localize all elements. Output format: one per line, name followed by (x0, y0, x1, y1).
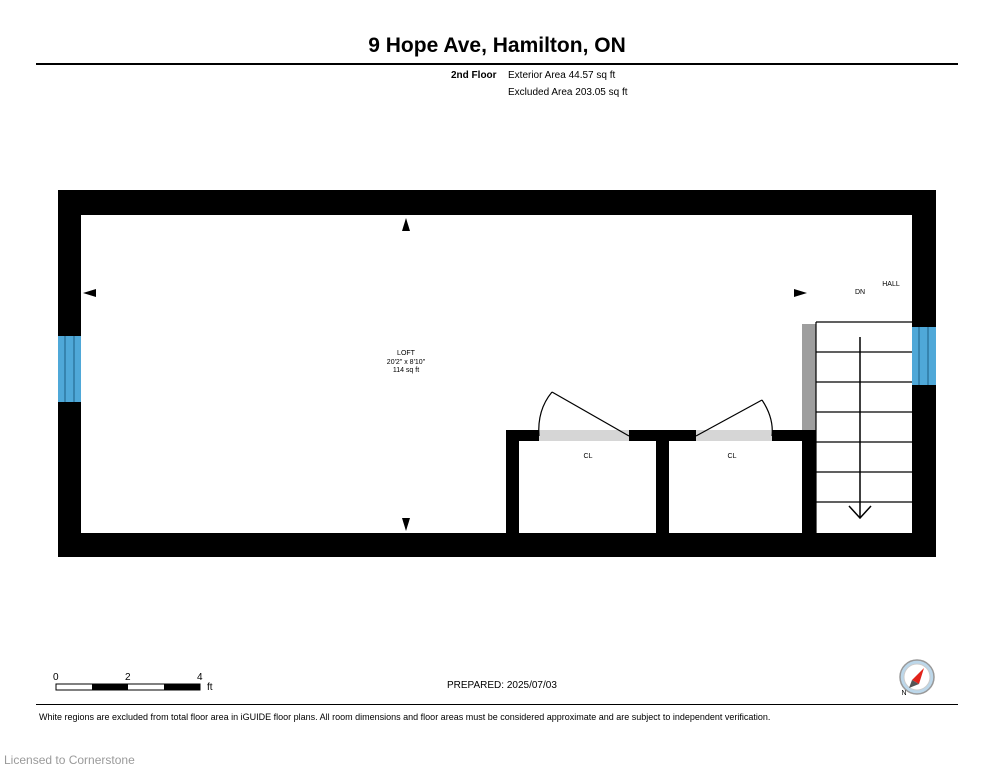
wall-top (58, 190, 936, 215)
closet-wall-left (506, 430, 519, 533)
scale-label-0: 0 (53, 672, 59, 683)
closet-1-label: CL (583, 453, 593, 460)
floor-label: 2nd Floor (451, 70, 497, 81)
page-title: 9 Hope Ave, Hamilton, ON (368, 34, 626, 57)
disclaimer-note: White regions are excluded from total floor area in iGUIDE floor plans. All room dimensions and floor areas must be considered approximate and are subject to independent verification. (39, 712, 771, 722)
prepared-date: PREPARED: 2025/07/03 (447, 680, 557, 691)
footer-divider (36, 704, 958, 705)
excluded-area: Excluded Area 203.05 sq ft (508, 87, 628, 98)
scale-label-2: 2 (125, 672, 131, 683)
window-left (58, 336, 81, 402)
scale-bar (56, 684, 200, 690)
compass-icon (900, 660, 934, 694)
loft-dimension-arrow-right (794, 289, 807, 297)
scale-label-4: 4 (197, 672, 203, 683)
stair-direction-arrow (849, 337, 871, 518)
window-right (912, 327, 936, 385)
closet-2-door-opening (696, 430, 772, 441)
closet-1-door-opening (539, 430, 629, 441)
loft-room-area: 114 sq ft (392, 367, 420, 374)
compass-north-label: N (901, 690, 907, 697)
closet-wall-right (802, 430, 816, 533)
exterior-area: Exterior Area 44.57 sq ft (508, 70, 616, 81)
loft-dimension-arrow-left (83, 289, 96, 297)
closet-2-label: CL (727, 453, 737, 460)
closet-divider (656, 430, 669, 533)
stair-wall (802, 324, 816, 430)
stairs-down-label: DN (854, 289, 866, 296)
wall-bottom (58, 533, 936, 557)
hall-label: HALL (882, 281, 900, 288)
loft-room-name: LOFT (397, 350, 415, 357)
staircase (816, 322, 912, 533)
loft-dimension-arrow-down (402, 518, 410, 531)
closet-1-door-swing (539, 392, 629, 436)
scale-unit: ft (207, 682, 213, 693)
loft-dimension-arrow-up (402, 218, 410, 231)
loft-room-dimensions: 20'2" x 8'10" (386, 359, 426, 366)
license-watermark: Licensed to Cornerstone (4, 753, 135, 767)
